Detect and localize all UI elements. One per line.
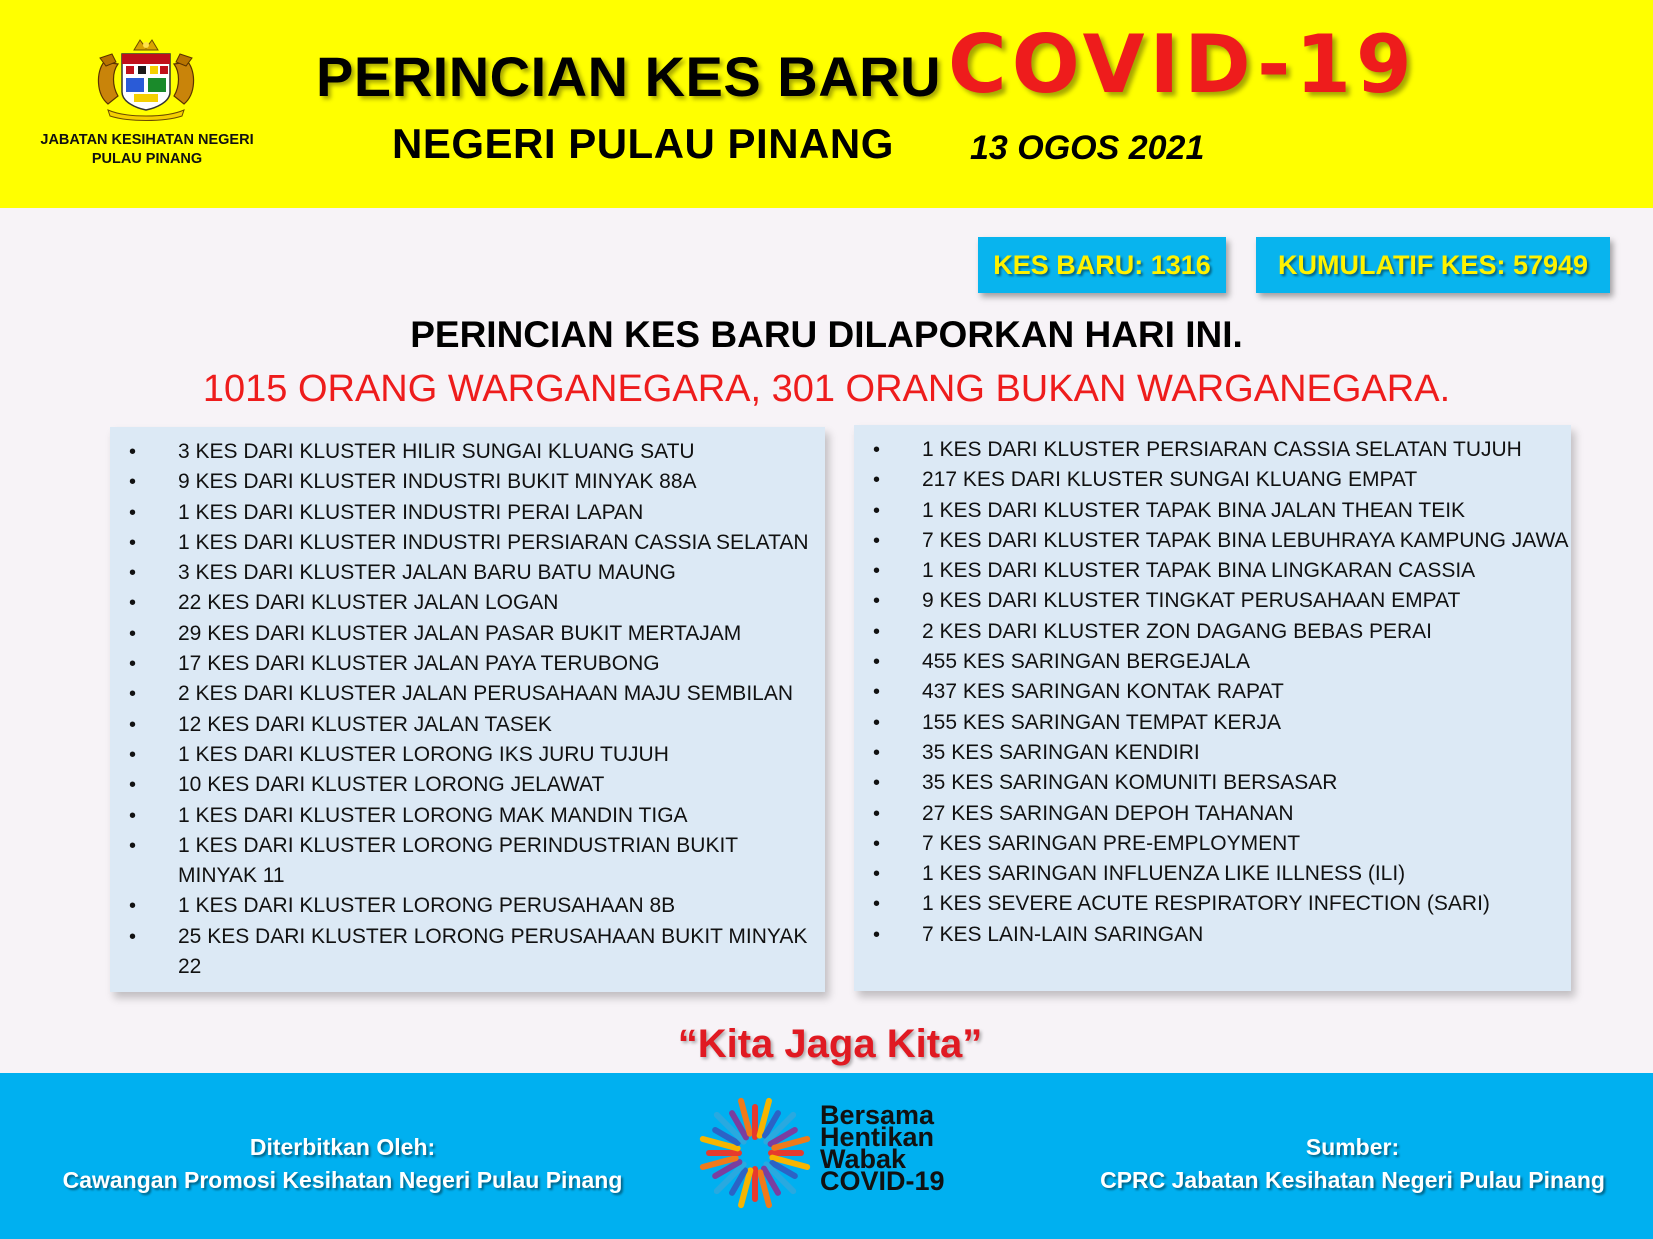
bullet-marker: • xyxy=(873,499,881,522)
case-item xyxy=(110,619,825,649)
left-case-panel xyxy=(110,427,825,992)
bullet-marker: • xyxy=(129,501,137,524)
case-item xyxy=(110,710,825,740)
bullet-marker: • xyxy=(873,741,881,764)
covid-title: COVID-19 xyxy=(948,18,1417,111)
case-text: 1 KES DARI KLUSTER INDUSTRI PERSIARAN CASSIA SELATAN xyxy=(178,530,809,554)
case-item xyxy=(110,770,825,800)
case-item xyxy=(854,708,1571,738)
bullet-marker: • xyxy=(129,622,137,645)
bullet-marker: • xyxy=(129,925,137,948)
case-item xyxy=(854,526,1571,556)
case-text: 1 KES DARI KLUSTER LORONG PERINDUSTRIAN BUKIT MINYAK 11 xyxy=(178,833,738,888)
case-text: 22 KES DARI KLUSTER JALAN LOGAN xyxy=(178,591,559,615)
case-text: 12 KES DARI KLUSTER JALAN TASEK xyxy=(178,712,552,736)
campaign-burst-icon xyxy=(699,1097,811,1209)
case-item xyxy=(110,588,825,618)
bullet-marker: • xyxy=(129,774,137,797)
right-case-panel xyxy=(854,425,1571,991)
case-text: 7 KES DARI KLUSTER TAPAK BINA LEBUHRAYA KAMPUNG JAWA xyxy=(922,528,1569,552)
case-text: 35 KES SARINGAN KENDIRI xyxy=(922,740,1200,764)
bullet-marker: • xyxy=(873,590,881,613)
case-text: 9 KES DARI KLUSTER INDUSTRI BUKIT MINYAK 88A xyxy=(178,470,697,494)
case-text: 2 KES DARI KLUSTER ZON DAGANG BEBAS PERAI xyxy=(922,619,1432,643)
case-item xyxy=(854,677,1571,707)
case-text: 9 KES DARI KLUSTER TINGKAT PERUSAHAAN EMPAT xyxy=(922,589,1461,613)
published-by-label: Diterbitkan Oleh: xyxy=(249,1134,436,1160)
case-text: 455 KES SARINGAN BERGEJALA xyxy=(922,650,1250,674)
bullet-marker: • xyxy=(129,683,137,706)
case-text: 10 KES DARI KLUSTER LORONG JELAWAT xyxy=(178,773,605,797)
case-text: 7 KES LAIN-LAIN SARINGAN xyxy=(922,922,1204,946)
right-case-list xyxy=(854,425,1571,950)
section-heading: PERINCIAN KES BARU DILAPORKAN HARI INI. xyxy=(410,314,1243,355)
case-item xyxy=(110,891,825,921)
case-text: 1 KES DARI KLUSTER LORONG MAK MANDIN TIGA xyxy=(178,803,688,827)
bullet-marker: • xyxy=(129,804,137,827)
bullet-marker: • xyxy=(129,592,137,615)
case-text: 35 KES SARINGAN KOMUNITI BERSASAR xyxy=(922,771,1338,795)
campaign-line: Hentikan xyxy=(820,1122,935,1152)
case-text: 27 KES SARINGAN DEPOH TAHANAN xyxy=(922,801,1294,825)
campaign-line: Bersama xyxy=(820,1100,935,1130)
citizenship-summary: 1015 ORANG WARGANEGARA, 301 ORANG BUKAN WARGANEGARA. xyxy=(202,368,1451,410)
campaign-line: COVID-19 xyxy=(820,1166,945,1196)
case-text: 437 KES SARINGAN KONTAK RAPAT xyxy=(922,680,1284,704)
bullet-marker: • xyxy=(873,469,881,492)
bullet-marker: • xyxy=(873,893,881,916)
bullet-marker: • xyxy=(129,562,137,585)
case-item xyxy=(854,435,1571,465)
case-item xyxy=(110,740,825,770)
case-text: 25 KES DARI KLUSTER LORONG PERUSAHAAN BUKIT MINYAK 22 xyxy=(178,924,808,979)
case-item xyxy=(854,768,1571,798)
bullet-marker: • xyxy=(873,620,881,643)
case-item xyxy=(110,558,825,588)
campaign-slogan xyxy=(820,1100,945,1196)
case-item xyxy=(854,617,1571,647)
case-item xyxy=(110,801,825,831)
case-text: 3 KES DARI KLUSTER JALAN BARU BATU MAUNG xyxy=(178,561,676,585)
bullet-marker: • xyxy=(873,681,881,704)
case-item xyxy=(854,586,1571,616)
case-text: 1 KES SARINGAN INFLUENZA LIKE ILLNESS (ILI) xyxy=(922,862,1406,886)
case-item xyxy=(110,831,825,892)
case-text: 1 KES DARI KLUSTER TAPAK BINA JALAN THEAN TEIK xyxy=(922,498,1466,522)
coat-of-arms-logo xyxy=(86,36,206,122)
case-item xyxy=(854,496,1571,526)
department-name: JABATAN KESIHATAN NEGERI PULAU PINANG xyxy=(40,132,254,167)
case-text: 2 KES DARI KLUSTER JALAN PERUSAHAAN MAJU SEMBILAN xyxy=(178,682,793,706)
case-item xyxy=(110,649,825,679)
case-item xyxy=(854,556,1571,586)
bullet-marker: • xyxy=(873,651,881,674)
new-cases-badge: KES BARU: 1316 xyxy=(978,237,1226,293)
case-text: 1 KES DARI KLUSTER TAPAK BINA LINGKARAN CASSIA xyxy=(922,559,1476,583)
cumulative-cases-badge: KUMULATIF KES: 57949 xyxy=(1256,237,1610,293)
case-text: 29 KES DARI KLUSTER JALAN PASAR BUKIT MERTAJAM xyxy=(178,621,742,645)
case-item xyxy=(854,647,1571,677)
page-title: PERINCIAN KES BARU xyxy=(316,45,942,108)
case-text: 1 KES DARI KLUSTER LORONG IKS JURU TUJUH xyxy=(178,742,669,766)
bullet-marker: • xyxy=(873,923,881,946)
bullet-marker: • xyxy=(873,772,881,795)
case-item xyxy=(854,799,1571,829)
case-item xyxy=(110,528,825,558)
case-item xyxy=(854,859,1571,889)
case-item xyxy=(110,922,825,983)
campaign-line: Wabak xyxy=(820,1144,907,1174)
bullet-marker: • xyxy=(129,743,137,766)
case-item xyxy=(854,738,1571,768)
bullet-marker: • xyxy=(129,653,137,676)
source-value: CPRC Jabatan Kesihatan Negeri Pulau Pinang xyxy=(1100,1167,1605,1193)
case-text: 1 KES DARI KLUSTER INDUSTRI PERAI LAPAN xyxy=(178,500,644,524)
bullet-marker: • xyxy=(873,711,881,734)
case-text: 1 KES DARI KLUSTER LORONG PERUSAHAAN 8B xyxy=(178,894,676,918)
bullet-marker: • xyxy=(873,529,881,552)
case-text: 3 KES DARI KLUSTER HILIR SUNGAI KLUANG SATU xyxy=(178,440,695,463)
case-item xyxy=(110,498,825,528)
bullet-marker: • xyxy=(873,863,881,886)
case-item xyxy=(854,920,1571,950)
case-text: 217 KES DARI KLUSTER SUNGAI KLUANG EMPAT xyxy=(922,468,1418,492)
published-by-value: Cawangan Promosi Kesihatan Negeri Pulau Pinang xyxy=(62,1167,623,1193)
bullet-marker: • xyxy=(873,832,881,855)
bullet-marker: • xyxy=(129,441,137,463)
case-item xyxy=(854,889,1571,919)
case-text: 155 KES SARINGAN TEMPAT KERJA xyxy=(922,710,1282,734)
case-item xyxy=(854,829,1571,859)
case-item xyxy=(110,679,825,709)
case-item xyxy=(110,467,825,497)
bullet-marker: • xyxy=(129,531,137,554)
case-item xyxy=(854,465,1571,495)
motto: “Kita Jaga Kita” xyxy=(677,1022,983,1066)
report-date: 13 OGOS 2021 xyxy=(970,129,1205,167)
bullet-marker: • xyxy=(129,713,137,736)
left-case-list xyxy=(110,427,825,982)
case-text: 1 KES DARI KLUSTER PERSIARAN CASSIA SELATAN TUJUH xyxy=(922,438,1522,461)
case-text: 1 KES SEVERE ACUTE RESPIRATORY INFECTION (SARI) xyxy=(922,892,1490,916)
case-text: 17 KES DARI KLUSTER JALAN PAYA TERUBONG xyxy=(178,652,660,676)
source-label: Sumber: xyxy=(1305,1134,1400,1160)
bullet-marker: • xyxy=(129,834,137,857)
state-title: NEGERI PULAU PINANG xyxy=(392,120,894,167)
bullet-marker: • xyxy=(129,471,137,494)
bullet-marker: • xyxy=(873,802,881,825)
case-item xyxy=(110,437,825,467)
bullet-marker: • xyxy=(129,895,137,918)
bullet-marker: • xyxy=(873,439,881,461)
bullet-marker: • xyxy=(873,560,881,583)
case-text: 7 KES SARINGAN PRE-EMPLOYMENT xyxy=(922,831,1301,855)
